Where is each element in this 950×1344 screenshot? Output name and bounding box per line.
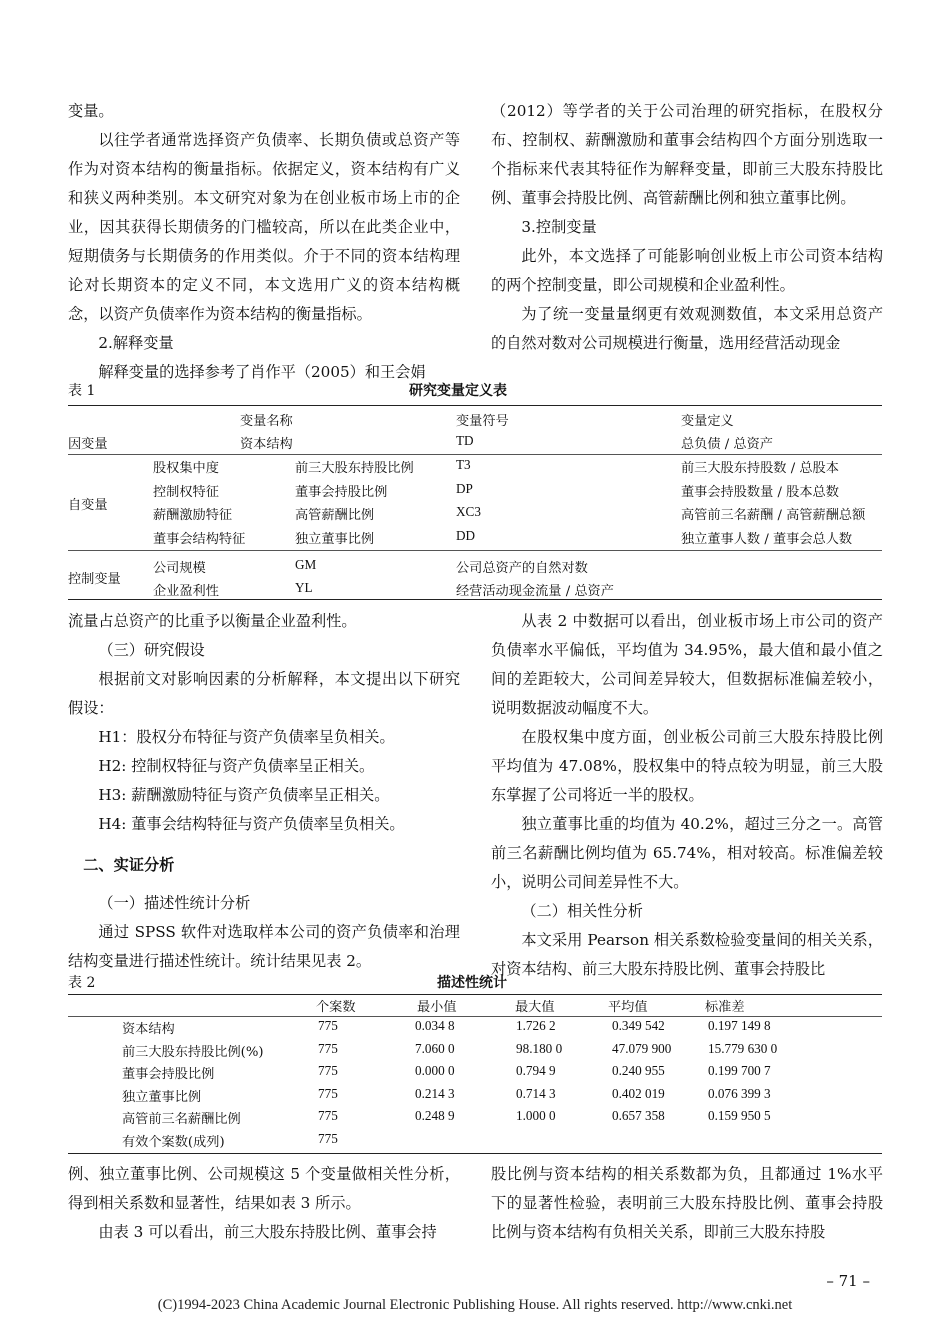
table1-cell-name: 高管薪酬比例	[295, 508, 375, 523]
paragraph: （三）研究假设	[98, 641, 205, 659]
table2-cell-max: 1.000 0	[516, 1108, 556, 1123]
paragraph: 此外，本文选择了可能影响创业板上市公司资本结构的两个控制变量，即公司规模和企业盈利性。	[491, 247, 883, 294]
table2-header-rule	[68, 1016, 882, 1017]
paragraph: 本文采用 Pearson 相关系数检验变量间的相关关系，对资本结构、前三大股东持股比例、董事会持股比	[491, 931, 883, 978]
table2-top-rule	[68, 994, 882, 995]
table2-row-label: 独立董事比例	[122, 1089, 202, 1105]
page-number: – 71 –	[826, 1272, 870, 1290]
table2-row-label: 资本结构	[122, 1022, 175, 1037]
table2-cell-sd: 0.159 950 5	[708, 1108, 771, 1123]
paragraph: 从表 2 中数据可以看出，创业板市场上市公司的资产负债率水平偏低，平均值为 34.95%，最大值和最小值之间的差距较大，公司间差异较大，但数据标准偏差较小，说明数据波动幅度不大。	[491, 612, 883, 717]
table1-cell-name: 前三大股东持股比例	[295, 461, 414, 476]
table2-title: 描述性统计	[437, 975, 507, 991]
table2-cell-mean: 0.240 955	[612, 1063, 665, 1078]
table1-cell-name: 董事会持股比例	[295, 484, 388, 500]
table2-cell-sd: 15.779 630 0	[708, 1040, 778, 1056]
table2-row-label: 有效个案数(成列)	[122, 1134, 225, 1150]
table1-cell-symbol: XC3	[456, 504, 481, 519]
paragraph: 为了统一变量量纲更有效观测数值，本文采用总资产的自然对数对公司规模进行衡量，选用经营活动现金	[491, 305, 883, 352]
paragraph: 通过 SPSS 软件对选取样本公司的资产负债率和治理结构变量进行描述性统计。统计结果见表 2。	[68, 923, 460, 970]
table2-header-cell: 最大值	[515, 1000, 555, 1015]
paragraph: 2.解释变量	[98, 334, 174, 352]
table2-cell-n: 775	[318, 1108, 338, 1123]
table2-cell-min: 0.248 9	[415, 1108, 455, 1123]
table2-header-cell: 个案数	[316, 1000, 356, 1015]
table2-cell-mean: 0.402 019	[612, 1085, 665, 1101]
table1-ctrl-group: 控制变量	[68, 572, 121, 587]
table1-indep-group: 自变量	[68, 498, 108, 513]
table1-cell-definition: 前三大股东持股数 / 总股本	[681, 461, 839, 476]
paragraph: （2012）等学者的关于公司治理的研究指标，在股权分布、控制权、薪酬激励和董事会结构四个方面分别选取一个指标来代表其特征作为解释变量，即前三大股东持股比例、董事会持股比例、高管薪酬比例和独立董事比例。	[491, 102, 883, 207]
paragraph: （一）描述性统计分析	[98, 894, 251, 912]
paragraph: 例、独立董事比例、公司规模这 5 个变量做相关性分析，得到相关系数和显著性，结果如表 3 所示。	[68, 1165, 460, 1212]
paragraph: 解释变量的选择参考了肖作平（2005）和王会娟	[98, 363, 426, 381]
right-column-top-text	[491, 97, 883, 358]
table2-header-cell: 最小值	[417, 1000, 457, 1015]
table2-cell-sd: 0.197 149 8	[708, 1018, 771, 1033]
paragraph: 独立董事比重的均值为 40.2%，超过三分之一。高管前三名薪酬比例均值为 65.74%，相对较高。标准偏差较小，说明公司间差异性不大。	[491, 815, 883, 891]
table2-cell-max: 98.180 0	[516, 1040, 563, 1056]
table2-cell-min: 0.214 3	[415, 1085, 455, 1101]
table2-cell-min: 7.060 0	[415, 1040, 455, 1056]
table1-cell-symbol: T3	[456, 457, 471, 472]
paragraph: H3: 薪酬激励特征与资产负债率呈正相关。	[98, 786, 390, 804]
table1-top-rule	[68, 405, 882, 406]
paragraph: 根据前文对影响因素的分析解释，本文提出以下研究假设：	[68, 670, 460, 717]
paragraph: H4: 董事会结构特征与资产负债率呈负相关。	[98, 815, 405, 833]
table2-cell-mean: 0.349 542	[612, 1018, 665, 1033]
table2-cell-mean: 0.657 358	[612, 1108, 665, 1123]
table1-cell-name: 独立董事比例	[295, 531, 375, 547]
paragraph: （二）相关性分析	[521, 902, 643, 920]
paragraph: H1：股权分布特征与资产负债率呈负相关。	[98, 728, 395, 746]
table1-cell-definition: 公司总资产的自然对数	[456, 561, 588, 576]
paragraph: H2: 控制权特征与资产负债率呈正相关。	[98, 757, 375, 775]
table2-cell-min: 0.034 8	[415, 1018, 455, 1033]
table1-dep-symbol: TD	[456, 433, 474, 448]
table1-cell-definition: 董事会持股数量 / 股本总数	[681, 484, 839, 500]
table1-dep-group: 因变量	[68, 437, 108, 452]
table2-bottom-rule	[68, 1153, 882, 1154]
table1-header-name: 变量名称	[240, 414, 293, 429]
paragraph: 在股权集中度方面，创业板公司前三大股东持股比例平均值为 47.08%，股权集中的特点较为明显，前三大股东掌握了公司将近一半的股权。	[491, 728, 883, 804]
paragraph: 由表 3 可以看出，前三大股东持股比例、董事会持	[98, 1223, 437, 1241]
table1-header-definition: 变量定义	[681, 414, 734, 429]
left-column-bottom-text	[68, 1160, 460, 1247]
paragraph: 流量占总资产的比重予以衡量企业盈利性。	[68, 612, 357, 630]
table1-cell-feature: 控制权特征	[153, 484, 219, 500]
table2-cell-n: 775	[318, 1018, 338, 1033]
table1-cell-feature: 股权集中度	[153, 461, 219, 476]
table2-cell-min: 0.000 0	[415, 1063, 455, 1078]
table2-header-cell: 平均值	[608, 1000, 648, 1015]
table2-row-label: 高管前三名薪酬比例	[122, 1112, 241, 1127]
table2-row-label: 董事会持股比例	[122, 1067, 215, 1082]
table1-bottom-rule	[68, 599, 882, 600]
table2-cell-n: 775	[318, 1040, 338, 1056]
table1-rule-after-indep	[68, 550, 882, 551]
table1-title: 研究变量定义表	[409, 383, 507, 399]
table1-label: 表 1	[68, 383, 96, 399]
table1-cell-definition: 独立董事人数 / 董事会总人数	[681, 531, 853, 547]
table1-cell-symbol: GM	[295, 557, 317, 572]
table1-cell-feature: 公司规模	[153, 561, 206, 576]
table2-cell-mean: 47.079 900	[612, 1040, 672, 1056]
table2-cell-n: 775	[318, 1085, 338, 1101]
table1-cell-definition: 经营活动现金流量 / 总资产	[456, 584, 614, 599]
table1-cell-definition: 高管前三名薪酬 / 高管薪酬总额	[681, 508, 866, 523]
left-column-middle-text	[68, 607, 460, 976]
table1-dep-name: 资本结构	[240, 437, 293, 452]
table1-cell-symbol: DD	[456, 527, 476, 543]
table2-cell-n: 775	[318, 1130, 338, 1146]
table2-cell-max: 0.714 3	[516, 1085, 556, 1101]
table2-label: 表 2	[68, 975, 96, 991]
table2-cell-max: 1.726 2	[516, 1018, 556, 1033]
table1-header-symbol: 变量符号	[456, 414, 509, 429]
right-column-middle-text	[491, 607, 883, 984]
paragraph: 以往学者通常选择资产负债率、长期负债或总资产等作为对资本结构的衡量指标。依据定义，资本结构有广义和狭义两种类别。本文研究对象为在创业板市场上市的企业，因其获得长期债务的门槛较高，所以在此类企业中，短期债务与长期债务的作用类似。介于不同的资本结构理论对长期资本的定义不同，本文选用广义的资本结构概念，以资产负债率作为资本结构的衡量指标。	[68, 131, 460, 323]
table1-cell-feature: 薪酬激励特征	[153, 508, 233, 523]
table2-cell-n: 775	[318, 1063, 338, 1078]
copyright-footer: (C)1994-2023 China Academic Journal Electronic Publishing House. All rights reserved. http://www.cnki.net	[157, 1297, 793, 1313]
table1-rule-after-dep	[68, 454, 882, 455]
table2-header-cell: 标准差	[705, 1000, 745, 1015]
table1-cell-symbol: YL	[295, 580, 313, 595]
table1-dep-definition: 总负债 / 总资产	[681, 437, 773, 452]
table2-cell-sd: 0.076 399 3	[708, 1085, 771, 1101]
table2-cell-sd: 0.199 700 7	[708, 1063, 771, 1078]
left-column-top-text	[68, 97, 460, 387]
paragraph: 股比例与资本结构的相关系数都为负，且都通过 1%水平下的显著性检验，表明前三大股东持股比例、董事会持股比例与资本结构有负相关关系，即前三大股东持股	[491, 1165, 883, 1241]
table1-cell-feature: 董事会结构特征	[153, 531, 246, 547]
table1-cell-feature: 企业盈利性	[153, 584, 219, 599]
paragraph: 3.控制变量	[521, 218, 597, 236]
table2-row-label: 前三大股东持股比例(%)	[122, 1044, 264, 1060]
section-heading: 二、实证分析	[83, 856, 175, 874]
right-column-bottom-text	[491, 1160, 883, 1247]
paragraph: 变量。	[68, 102, 114, 120]
table1-cell-symbol: DP	[456, 480, 473, 496]
table2-cell-max: 0.794 9	[516, 1063, 556, 1078]
